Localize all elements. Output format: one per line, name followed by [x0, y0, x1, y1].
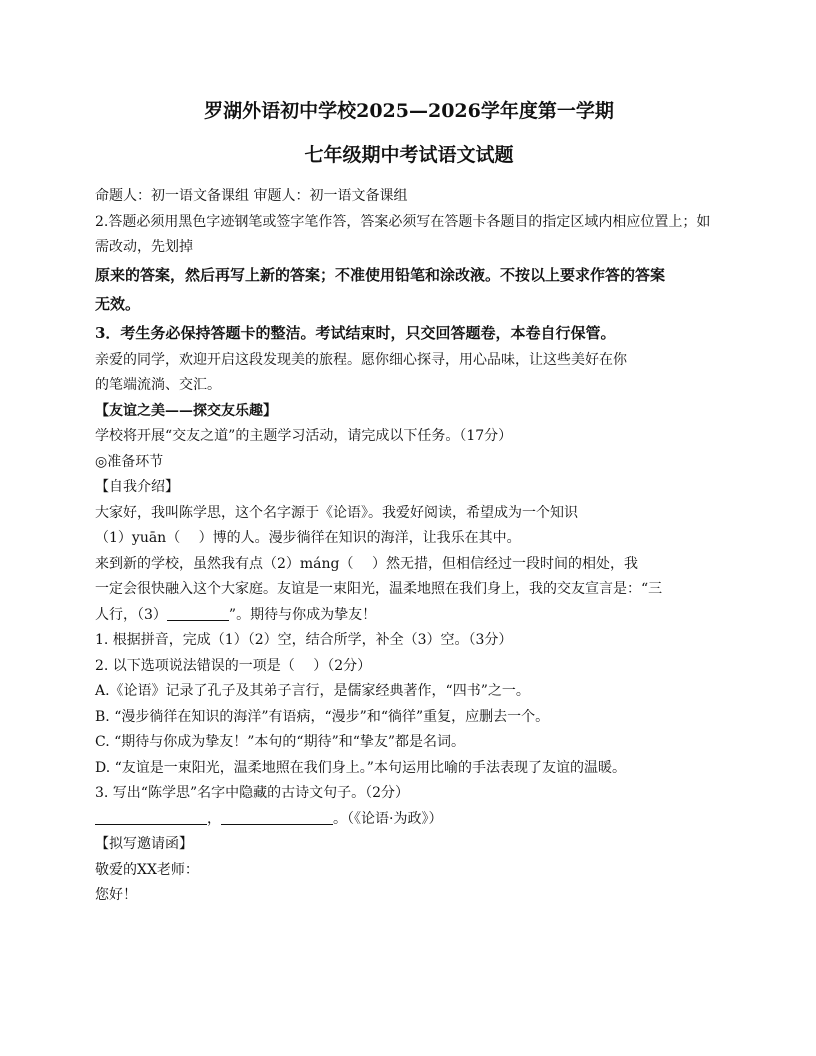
answer-blank-q3-second[interactable]	[221, 810, 333, 825]
invitation-salutation: 敬爱的XX老师：	[95, 861, 199, 878]
question-2: 2. 以下选项说法错误的一项是（ ）（2分）	[95, 657, 372, 674]
question-3: 3. 写出“陈学思”名字中隐藏的古诗文句子。（2分）	[95, 785, 410, 801]
rule-2-bold-line1: 原来的答案，然后再写上新的答案；不准使用铅笔和涂改液。不按以上要求作答的答案	[95, 265, 666, 284]
self-intro-heading: 【自我介绍】	[95, 479, 179, 495]
option-a: A.《论语》记录了孔子及其弟子言行，是儒家经典著作，“四书”之一。	[95, 683, 530, 699]
passage-line2: （1）yuān（ ）博的人。漫步徜徉在知识的海洋，让我乐在其中。	[95, 530, 521, 546]
exam-subtitle: 七年级期中考试语文试题	[304, 144, 514, 166]
answer-blank-q3-first[interactable]	[95, 810, 207, 825]
invitation-greeting: 您好！	[95, 887, 137, 903]
q3-separator: ，	[207, 810, 221, 827]
option-d: D. “友谊是一束阳光，温柔地照在我们身上。”本句运用比喻的手法表现了友谊的温暖。	[95, 759, 626, 776]
question-3-answer-line	[95, 807, 723, 833]
q3-source: 。（《论语·为政》）	[333, 810, 443, 827]
passage-line5	[95, 603, 723, 629]
question-1: 1. 根据拼音，完成（1）（2）空，结合所学，补全（3）空。（3分）	[95, 632, 513, 648]
task-description: 学校将开展“交友之道”的主题学习活动，请完成以下任务。（17分）	[95, 428, 513, 444]
answer-blank-3[interactable]	[167, 606, 229, 621]
option-c: C. “期待与你成为挚友！”本句的“期待”和“挚友”都是名词。	[95, 734, 466, 750]
passage-line5-end: ”。期待与你成为挚友！	[228, 606, 377, 623]
passage-line1: 大家好，我叫陈学思，这个名字源于《论语》。我爱好阅读，希望成为一个知识	[95, 504, 578, 521]
passage-line3: 来到新的学校，虽然我有点（2）máng（ ）然无措，但相信经过一段时间的相处，我	[95, 555, 638, 572]
author-line: 命题人：初一语文备课组 审题人：初一语文备课组	[95, 188, 408, 204]
invitation-heading: 【拟写邀请函】	[95, 836, 193, 852]
exam-title: 罗湖外语初中学校2025—2026学年度第一学期	[204, 100, 614, 122]
exam-page	[95, 96, 723, 909]
option-b: B. “漫步徜徉在知识的海洋”有语病，“漫步”和“徜徉”重复，应删去一个。	[95, 708, 550, 725]
intro-line2: 的笔端流淌、交汇。	[95, 377, 221, 393]
passage-line4: 一定会很快融入这个大家庭。友谊是一束阳光，温柔地照在我们身上，我的交友宣言是：“三	[95, 581, 663, 597]
passage-line5-start: 人行，（3）	[95, 606, 167, 623]
section-heading: 【友谊之美——探交友乐趣】	[95, 402, 277, 419]
rule-2-line1: 2.答题必须用黑色字迹钢笔或签字笔作答，答案必须写在答题卡各题目的指定区域内相应位置上；如	[95, 213, 711, 230]
rule-3: 3．考生务必保持答题卡的整洁。考试结束时，只交回答题卷，本卷自行保管。	[95, 323, 616, 342]
rule-2-bold-line2: 无效。	[95, 294, 141, 313]
prep-label: ◎准备环节	[95, 453, 164, 470]
rule-2-line2: 需改动，先划掉	[95, 239, 193, 255]
intro-line1: 亲爱的同学，欢迎开启这段发现美的旅程。愿你细心探寻，用心品味，让这些美好在你	[95, 351, 627, 368]
